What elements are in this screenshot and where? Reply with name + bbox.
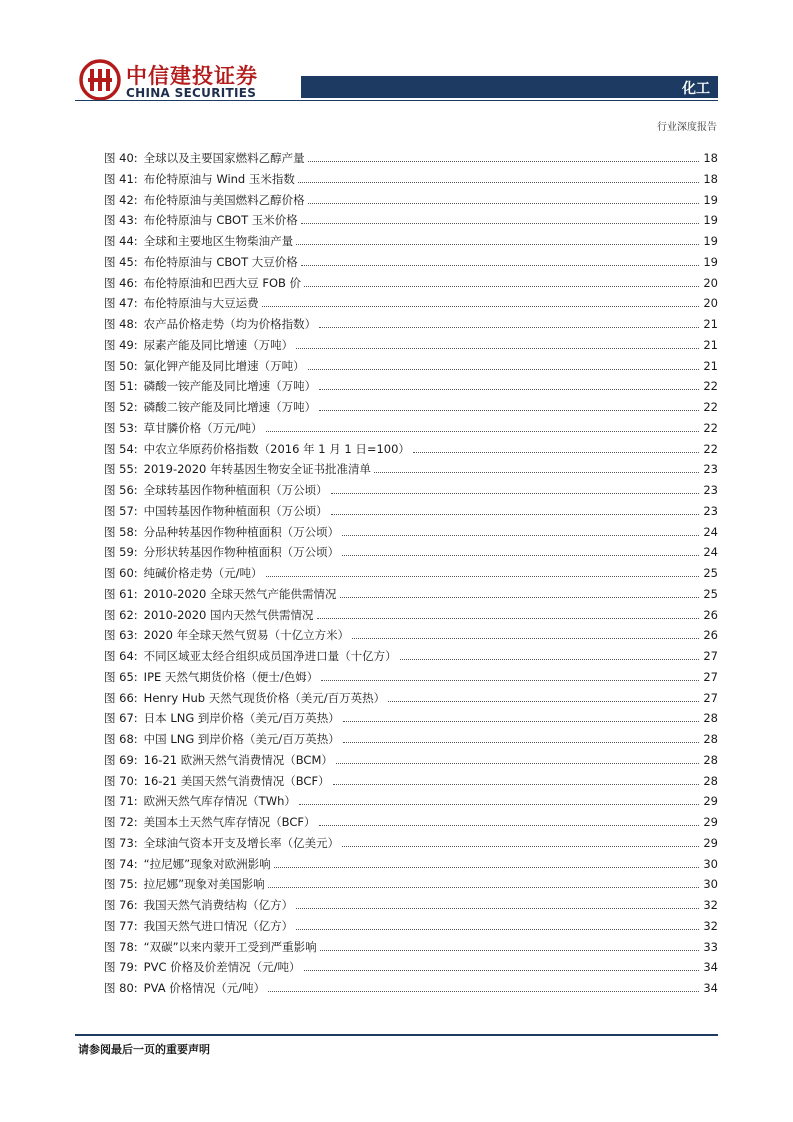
toc-entry[interactable]	[104, 750, 718, 771]
toc-figure-number: 图 50:	[104, 358, 138, 373]
toc-entry[interactable]	[104, 895, 718, 916]
toc-page-number: 20	[703, 296, 718, 311]
toc-figure-title: 16-21 欧洲天然气消费情况（BCM）	[143, 752, 333, 767]
toc-figure-number: 图 52:	[104, 400, 138, 414]
toc-dot-leader	[317, 618, 699, 619]
toc-figure-number: 图 54:	[104, 441, 138, 456]
toc-figure-number: 图 72:	[104, 815, 138, 829]
toc-page-number: 19	[703, 234, 718, 248]
toc-figure-number: 图 58:	[104, 524, 138, 539]
toc-dot-leader	[413, 452, 699, 453]
toc-page-number: 21	[703, 358, 718, 373]
toc-page-number: 26	[703, 628, 718, 643]
toc-figure-title: 全球和主要地区生物柴油产量	[143, 234, 294, 248]
toc-page-number: 29	[703, 794, 718, 809]
toc-figure-title: 全球以及主要国家燃料乙醇产量	[143, 151, 305, 165]
toc-page-number: 22	[703, 379, 718, 394]
toc-figure-number: 图 59:	[104, 545, 138, 560]
toc-entry[interactable]	[104, 190, 718, 211]
toc-dot-leader	[321, 680, 699, 681]
toc-entry[interactable]	[104, 833, 718, 854]
toc-figure-title: 16-21 美国天然气消费情况（BCF）	[143, 773, 330, 788]
toc-figure-title: 全球油气资本开支及增长率（亿美元）	[143, 835, 340, 850]
toc-figure-title: 布伦特原油与 Wind 玉米指数	[143, 171, 295, 186]
toc-figure-title: 纯碱价格走势（元/吨）	[143, 566, 263, 580]
toc-figure-number: 图 43:	[104, 213, 138, 228]
toc-entry[interactable]	[104, 439, 718, 460]
toc-figure-number: 图 56:	[104, 483, 138, 497]
toc-entry[interactable]	[104, 937, 718, 958]
toc-figure-title: 不同区域亚太经合组织成员国净进口量（十亿方）	[143, 649, 397, 663]
toc-figure-title: 我国天然气消费结构（亿方）	[143, 898, 294, 912]
toc-figure-number: 图 74:	[104, 856, 138, 871]
toc-page-number: 29	[703, 835, 718, 850]
footer-divider	[75, 1034, 718, 1036]
toc-figure-title: 欧洲天然气库存情况（TWh）	[143, 794, 296, 809]
toc-entry[interactable]	[104, 522, 718, 543]
toc-figure-number: 图 41:	[104, 171, 138, 186]
toc-figure-number: 图 55:	[104, 462, 138, 477]
toc-dot-leader	[331, 493, 699, 494]
toc-dot-leader	[331, 514, 699, 515]
toc-entry[interactable]	[104, 646, 718, 667]
toc-figure-number: 图 68:	[104, 732, 138, 746]
toc-dot-leader	[301, 265, 699, 266]
toc-page-number: 19	[703, 192, 718, 207]
toc-dot-leader	[308, 203, 699, 204]
toc-figure-number: 图 46:	[104, 275, 138, 290]
toc-page-number: 23	[703, 462, 718, 477]
toc-entry[interactable]	[104, 314, 718, 335]
toc-figure-title: PVA 价格情况（元/吨）	[143, 981, 266, 995]
toc-figure-number: 图 44:	[104, 234, 138, 248]
toc-entry[interactable]	[104, 688, 718, 709]
toc-figure-title: 布伦特原油与 CBOT 玉米价格	[143, 213, 298, 228]
toc-figure-number: 图 57:	[104, 503, 138, 518]
toc-dot-leader	[319, 410, 699, 411]
toc-page-number: 33	[703, 939, 718, 954]
toc-figure-title: 中农立华原药价格指数（2016 年 1 月 1 日=100）	[143, 441, 410, 456]
toc-entry[interactable]	[104, 791, 718, 812]
toc-page-number: 28	[703, 773, 718, 788]
toc-page-number: 30	[703, 856, 718, 871]
toc-figure-number: 图 45:	[104, 254, 138, 269]
toc-figure-number: 图 77:	[104, 918, 138, 933]
toc-entry[interactable]	[104, 978, 718, 999]
toc-figure-number: 图 48:	[104, 317, 138, 331]
toc-dot-leader	[336, 763, 699, 764]
toc-entry[interactable]	[104, 916, 718, 937]
toc-dot-leader	[308, 369, 699, 370]
toc-page-number: 23	[703, 503, 718, 518]
toc-figure-title: 2010-2020 全球天然气产能供需情况	[143, 586, 337, 601]
toc-entry[interactable]	[104, 501, 718, 522]
toc-dot-leader	[296, 244, 699, 245]
toc-figure-title: PVC 价格及价差情况（元/吨）	[143, 960, 301, 975]
toc-figure-number: 图 62:	[104, 607, 138, 622]
china-securities-logo-icon	[78, 58, 122, 102]
toc-page-number: 28	[703, 752, 718, 767]
report-type-label: 行业深度报告	[657, 122, 717, 133]
brand-name-english: CHINA SECURITIES	[126, 86, 257, 100]
toc-dot-leader	[304, 286, 699, 287]
toc-page-number: 32	[703, 918, 718, 933]
toc-figure-title: 全球转基因作物种植面积（万公顷）	[143, 483, 328, 497]
toc-dot-leader	[268, 991, 699, 992]
toc-page-number: 24	[703, 524, 718, 539]
toc-figure-title: 磷酸二铵产能及同比增速（万吨）	[143, 400, 317, 414]
toc-figure-number: 图 63:	[104, 628, 138, 643]
toc-entry[interactable]	[104, 273, 718, 294]
toc-dot-leader	[274, 867, 699, 868]
toc-entry[interactable]	[104, 625, 718, 646]
toc-figure-number: 图 71:	[104, 794, 138, 809]
toc-figure-title: 磷酸一铵产能及同比增速（万吨）	[143, 379, 317, 394]
toc-page-number: 22	[703, 441, 718, 456]
toc-figure-title: 我国天然气进口情况（亿方）	[143, 918, 294, 933]
toc-figure-title: 尿素产能及同比增速（万吨）	[143, 337, 294, 352]
toc-entry[interactable]	[104, 812, 718, 833]
toc-entry[interactable]	[104, 563, 718, 584]
toc-figure-number: 图 67:	[104, 711, 138, 726]
toc-dot-leader	[319, 825, 699, 826]
toc-dot-leader	[266, 576, 699, 577]
toc-figure-number: 图 73:	[104, 835, 138, 850]
toc-entry[interactable]	[104, 874, 718, 895]
toc-page-number: 34	[703, 960, 718, 975]
toc-figure-number: 图 47:	[104, 296, 138, 311]
toc-figure-title: 中国转基因作物种植面积（万公顷）	[143, 503, 328, 518]
toc-figure-title: 拉尼娜”现象对美国影响	[143, 877, 265, 892]
toc-entry[interactable]	[104, 667, 718, 688]
toc-dot-leader	[262, 306, 699, 307]
toc-entry[interactable]	[104, 771, 718, 792]
toc-dot-leader	[268, 887, 699, 888]
toc-entry[interactable]	[104, 605, 718, 626]
toc-page-number: 18	[703, 171, 718, 186]
toc-page-number: 19	[703, 213, 718, 228]
toc-figure-number: 图 66:	[104, 690, 138, 705]
toc-figure-title: IPE 天然气期货价格（便士/色姆）	[143, 669, 319, 684]
toc-page-number: 21	[703, 317, 718, 331]
toc-page-number: 29	[703, 815, 718, 829]
toc-figure-title: 中国 LNG 到岸价格（美元/百万英热）	[143, 732, 340, 746]
toc-page-number: 34	[703, 981, 718, 995]
toc-entry[interactable]	[104, 210, 718, 231]
toc-page-number: 18	[703, 151, 718, 165]
toc-dot-leader	[298, 182, 699, 183]
toc-figure-title: 日本 LNG 到岸价格（美元/百万英热）	[143, 711, 340, 726]
toc-dot-leader	[301, 223, 699, 224]
toc-page-number: 27	[703, 669, 718, 684]
toc-entry[interactable]	[104, 957, 718, 978]
toc-figure-number: 图 61:	[104, 586, 138, 601]
toc-page-number: 22	[703, 400, 718, 414]
brand-name-chinese: 中信建投证券	[126, 64, 258, 88]
toc-dot-leader	[343, 742, 699, 743]
toc-dot-leader	[352, 638, 699, 639]
toc-figure-number: 图 75:	[104, 877, 138, 892]
figure-table-of-contents	[104, 148, 718, 999]
toc-figure-title: 氯化钾产能及同比增速（万吨）	[143, 358, 305, 373]
toc-entry[interactable]	[104, 480, 718, 501]
toc-figure-number: 图 51:	[104, 379, 138, 394]
toc-figure-title: 布伦特原油与 CBOT 大豆价格	[143, 254, 298, 269]
toc-dot-leader	[320, 950, 699, 951]
toc-page-number: 28	[703, 732, 718, 746]
toc-page-number: 25	[703, 586, 718, 601]
toc-dot-leader	[340, 597, 699, 598]
toc-figure-title: Henry Hub 天然气现货价格（美元/百万英热）	[143, 690, 386, 705]
toc-figure-title: “拉尼娜”现象对欧洲影响	[143, 856, 271, 871]
toc-figure-title: 草甘膦价格（万元/吨）	[143, 420, 263, 435]
toc-entry[interactable]	[104, 729, 718, 750]
toc-figure-title: 美国本土天然气库存情况（BCF）	[143, 815, 316, 829]
toc-entry[interactable]	[104, 356, 718, 377]
toc-figure-number: 图 42:	[104, 192, 138, 207]
toc-figure-number: 图 78:	[104, 939, 138, 954]
toc-dot-leader	[296, 929, 699, 930]
toc-figure-title: 布伦特原油与美国燃料乙醇价格	[143, 192, 305, 207]
toc-figure-title: 布伦特原油和巴西大豆 FOB 价	[143, 275, 302, 290]
toc-figure-number: 图 49:	[104, 337, 138, 352]
toc-figure-number: 图 70:	[104, 773, 138, 788]
sector-label: 化工	[682, 81, 710, 97]
toc-entry[interactable]	[104, 708, 718, 729]
toc-figure-number: 图 40:	[104, 151, 138, 165]
toc-entry[interactable]	[104, 169, 718, 190]
toc-dot-leader	[333, 784, 699, 785]
toc-entry[interactable]	[104, 397, 718, 418]
toc-entry[interactable]	[104, 293, 718, 314]
toc-page-number: 24	[703, 545, 718, 560]
toc-dot-leader	[299, 804, 699, 805]
toc-dot-leader	[296, 348, 699, 349]
toc-page-number: 19	[703, 254, 718, 269]
toc-page-number: 30	[703, 877, 718, 892]
toc-entry[interactable]	[104, 148, 718, 169]
toc-entry[interactable]	[104, 252, 718, 273]
toc-dot-leader	[319, 327, 699, 328]
toc-figure-number: 图 53:	[104, 420, 138, 435]
toc-dot-leader	[342, 846, 699, 847]
toc-dot-leader	[266, 431, 699, 432]
header-divider	[75, 100, 718, 101]
toc-page-number: 32	[703, 898, 718, 912]
toc-page-number: 25	[703, 566, 718, 580]
toc-figure-number: 图 80:	[104, 981, 138, 995]
toc-dot-leader	[388, 701, 699, 702]
page-header	[0, 0, 793, 140]
toc-figure-number: 图 60:	[104, 566, 138, 580]
toc-figure-title: 2019-2020 年转基因生物安全证书批准清单	[143, 462, 372, 477]
toc-figure-title: 分品种转基因作物种植面积（万公顷）	[143, 524, 340, 539]
toc-figure-number: 图 69:	[104, 752, 138, 767]
toc-dot-leader	[342, 555, 699, 556]
sector-band	[301, 76, 718, 98]
toc-figure-number: 图 64:	[104, 649, 138, 663]
toc-page-number: 21	[703, 337, 718, 352]
toc-figure-title: 分形状转基因作物种植面积（万公顷）	[143, 545, 340, 560]
toc-figure-title: “双碳”以来内蒙开工受到严重影响	[143, 939, 317, 954]
toc-dot-leader	[342, 535, 699, 536]
toc-dot-leader	[374, 472, 699, 473]
toc-page-number: 26	[703, 607, 718, 622]
toc-dot-leader	[296, 908, 699, 909]
toc-entry[interactable]	[104, 231, 718, 252]
toc-dot-leader	[308, 161, 699, 162]
toc-page-number: 23	[703, 483, 718, 497]
toc-figure-number: 图 76:	[104, 898, 138, 912]
toc-dot-leader	[343, 721, 699, 722]
toc-dot-leader	[400, 659, 699, 660]
toc-page-number: 20	[703, 275, 718, 290]
toc-page-number: 22	[703, 420, 718, 435]
toc-figure-title: 2020 年全球天然气贸易（十亿立方米）	[143, 628, 350, 643]
toc-figure-number: 图 79:	[104, 960, 138, 975]
toc-figure-title: 农产品价格走势（均为价格指数）	[143, 317, 317, 331]
toc-figure-title: 2010-2020 国内天然气供需情况	[143, 607, 314, 622]
toc-entry[interactable]	[104, 335, 718, 356]
toc-dot-leader	[319, 389, 699, 390]
toc-figure-title: 布伦特原油与大豆运费	[143, 296, 259, 311]
toc-dot-leader	[304, 970, 699, 971]
toc-entry[interactable]	[104, 584, 718, 605]
toc-figure-number: 图 65:	[104, 669, 138, 684]
toc-entry[interactable]	[104, 542, 718, 563]
disclaimer-note: 请参阅最后一页的重要声明	[78, 1043, 210, 1056]
toc-entry[interactable]	[104, 854, 718, 875]
toc-page-number: 28	[703, 711, 718, 726]
toc-page-number: 27	[703, 690, 718, 705]
toc-entry[interactable]	[104, 418, 718, 439]
toc-entry[interactable]	[104, 459, 718, 480]
toc-entry[interactable]	[104, 376, 718, 397]
toc-page-number: 27	[703, 649, 718, 663]
